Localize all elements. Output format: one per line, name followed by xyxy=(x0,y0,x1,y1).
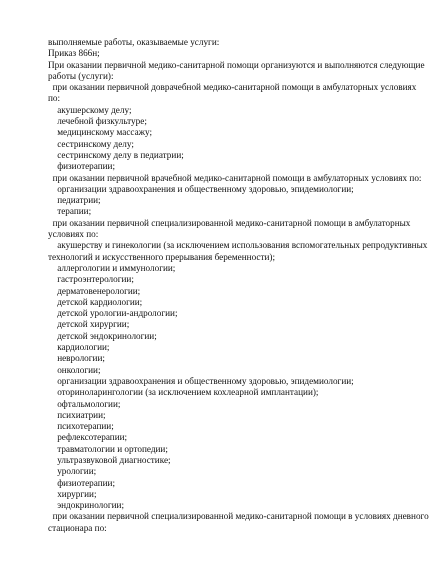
text-line: ультразвуковой диагностике; xyxy=(48,454,171,465)
text-line: сестринскому делу в педиатрии; xyxy=(48,149,184,160)
text-line: физиотерапии; xyxy=(48,161,116,172)
text-line: эндокринологии; xyxy=(48,500,125,511)
text-line: хирургии; xyxy=(48,488,97,499)
text-line: онкологии; xyxy=(48,364,101,375)
text-line: при оказании первичной доврачебной медико-санитарной помощи в амбулаторных условиях xyxy=(48,82,417,93)
text-line: выполняемые работы, оказываемые услуги: xyxy=(48,37,220,47)
text-line: детской эндокринологии; xyxy=(48,330,157,341)
text-line: травматологии и ортопедии; xyxy=(48,443,168,454)
text-line: психотерапии; xyxy=(48,421,114,432)
text-line: физиотерапии; xyxy=(48,477,116,488)
text-line: психиатрии; xyxy=(48,409,106,420)
text-line: при оказании первичной специализированной медико-санитарной помощи в условиях дневного xyxy=(48,511,429,522)
text-line: офтальмологии; xyxy=(48,398,121,409)
text-line: гастроэнтерологии; xyxy=(48,274,134,285)
text-line: детской урологии-андрологии; xyxy=(48,308,178,319)
text-line: детской хирургии; xyxy=(48,319,130,330)
text-line: кардиологии; xyxy=(48,342,110,353)
text-line: сестринскому делу; xyxy=(48,138,134,149)
text-line: при оказании первичной врачебной медико-санитарной помощи в амбулаторных условиях по: xyxy=(48,172,422,183)
text-line: Приказ 866н; xyxy=(48,48,100,59)
text-line: организации здравоохранения и общественному здоровью, эпидемиологии; xyxy=(48,375,354,386)
text-line: При оказании первичной медико-санитарной помощи организуются и выполняются следующие xyxy=(48,59,425,70)
text-line: акушерству и гинекологии (за исключением использования вспомогательных репродуктивных xyxy=(48,240,428,251)
text-line: оториноларингологии (за исключением кохлеарной имплантации); xyxy=(48,387,319,398)
text-line: лечебной физкультуре; xyxy=(48,116,147,127)
text-line: рефлексотерапии; xyxy=(48,432,128,443)
text-line: при оказании первичной специализированной медико-санитарной помощи в амбулаторных xyxy=(48,217,411,228)
text-line: детской кардиологии; xyxy=(48,296,143,307)
text-line: технологий и искусственного прерывания беременности); xyxy=(48,251,276,262)
text-line: неврологии; xyxy=(48,353,105,364)
text-line: терапии; xyxy=(48,206,92,217)
text-line: урологии; xyxy=(48,466,97,477)
text-line: медицинскому массажу; xyxy=(48,127,153,138)
text-line: стационара по: xyxy=(48,522,107,533)
text-line: педиатрии; xyxy=(48,195,101,206)
text-line: дерматовенерологии; xyxy=(48,285,141,296)
text-line: работы (услуги): xyxy=(48,70,114,81)
text-line: аллергологии и иммунологии; xyxy=(48,262,176,273)
text-line: условиях по: xyxy=(48,229,99,240)
text-line: по: xyxy=(48,93,61,104)
text-line: акушерскому делу; xyxy=(48,104,132,115)
text-line: организации здравоохранения и общественному здоровью, эпидемиологии; xyxy=(48,183,354,194)
